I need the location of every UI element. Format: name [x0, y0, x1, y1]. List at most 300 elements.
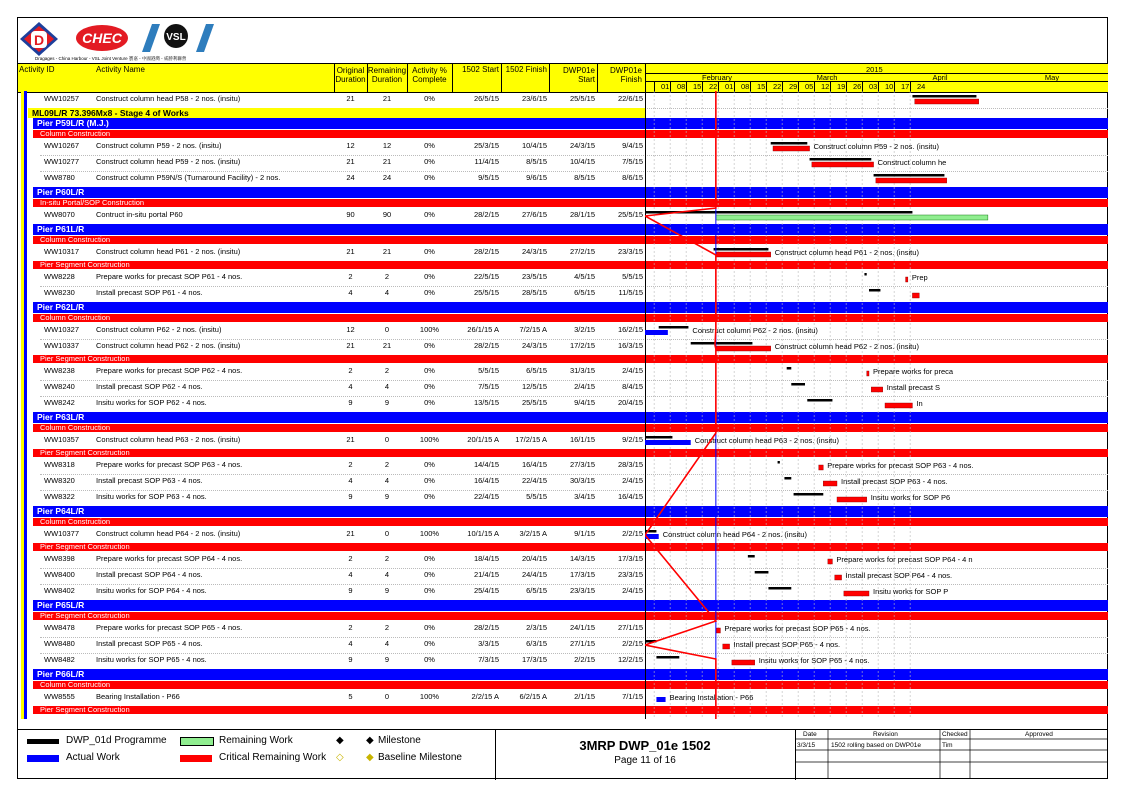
cell-activity-complete: 0% — [424, 492, 435, 501]
dwp-bar — [659, 326, 689, 329]
cell-start-1502: 7/3/15 — [478, 655, 499, 664]
cell-activity-id: WW8242 — [44, 398, 75, 407]
cell-finish-1502: 23/5/15 — [521, 272, 547, 281]
cell-start-1502: 26/5/15 — [473, 94, 499, 103]
cell-remaining-duration: 21 — [382, 341, 392, 350]
dwp-bar — [874, 174, 945, 177]
cell-activity-id: WW10277 — [44, 157, 80, 166]
cell-activity-name: Construct column P59 - 2 nos. (insitu) — [96, 141, 222, 150]
cell-remaining-duration: 4 — [384, 639, 390, 648]
cell-remaining-duration: 0 — [384, 529, 390, 538]
cell-remaining-duration: 2 — [384, 366, 390, 375]
cell-start-1502: 7/5/15 — [478, 382, 499, 391]
dwp-bar — [912, 95, 976, 98]
cell-activity-complete: 0% — [424, 94, 435, 103]
cell-activity-name: Construct column head P61 - 2 nos. (insitu) — [96, 247, 241, 256]
page-number: Page 11 of 16 — [614, 755, 676, 766]
cell-original-duration: 2 — [348, 272, 353, 281]
cell-finish-1502: 24/3/15 — [521, 341, 547, 350]
cell-original-duration: 12 — [346, 325, 355, 334]
cell-activity-id: WW8402 — [44, 586, 75, 595]
cell-start-1502: 9/5/15 — [478, 173, 499, 182]
cell-original-duration: 21 — [346, 94, 355, 103]
cell-dwp-start: 16/1/15 — [569, 435, 595, 444]
dwp-bar — [784, 477, 791, 480]
cell-start-1502: 26/1/15 A — [467, 325, 499, 334]
critical-bar — [837, 497, 867, 502]
cell-dwp-start: 2/4/15 — [574, 382, 595, 391]
cell-dwp-start: 30/3/15 — [569, 476, 595, 485]
bar-label: Prepare works for precast SOP P65 - 4 nos. — [724, 624, 871, 633]
critical-bar — [835, 575, 842, 580]
dwp-bar — [755, 571, 769, 574]
cell-dwp-finish: 23/3/15 — [617, 247, 643, 256]
critical-bar — [844, 591, 869, 596]
bar-label: Install precast SOP P63 - 4 nos. — [841, 477, 948, 486]
month-mar: March — [816, 73, 838, 82]
dwp-bar — [768, 587, 791, 590]
cell-activity-complete: 0% — [424, 476, 435, 485]
cell-original-duration: 12 — [346, 141, 355, 150]
cell-finish-1502: 20/4/15 — [521, 554, 547, 563]
cell-dwp-start: 9/1/15 — [574, 529, 595, 538]
cell-start-1502: 16/4/15 — [473, 476, 499, 485]
cell-dwp-start: 3/2/15 — [574, 325, 595, 334]
critical-bar — [773, 146, 810, 151]
cell-dwp-start: 23/3/15 — [569, 586, 595, 595]
cell-start-1502: 22/4/15 — [473, 492, 499, 501]
critical-bar — [819, 465, 824, 470]
critical-bar — [885, 403, 912, 408]
bar-label: Install precast SOP P64 - 4 nos. — [845, 571, 953, 580]
cell-original-duration: 4 — [348, 570, 353, 579]
cell-start-1502: 25/3/15 — [473, 141, 499, 150]
bar-label: Prep — [911, 273, 928, 282]
col-dwp-start[interactable]: DWP01e Start — [562, 66, 595, 84]
cell-dwp-start: 27/3/15 — [569, 460, 595, 469]
cell-dwp-finish: 2/2/15 — [622, 639, 643, 648]
dwp-bar — [869, 289, 880, 292]
consortium-text: Dragages - China Harbour - VSL Joint Venture 寶嘉 - 中國港灣 - 威勝利聯營 — [35, 56, 187, 61]
col-1502-finish[interactable]: 1502 Finish — [505, 65, 547, 74]
critical-bar — [915, 99, 979, 104]
col-dwp-finish[interactable]: DWP01e Finish — [609, 66, 642, 84]
band-label: Column Construction — [40, 517, 111, 526]
cell-dwp-start: 24/3/15 — [569, 141, 595, 150]
actual-bar — [645, 330, 668, 335]
cell-activity-id: WW8318 — [44, 460, 75, 469]
dwp-bar — [807, 399, 832, 402]
cell-dwp-finish: 5/5/15 — [622, 272, 643, 281]
timescale-day: 15 — [756, 82, 766, 91]
band-label: Pier Segment Construction — [40, 705, 130, 714]
cell-activity-complete: 0% — [424, 382, 435, 391]
cell-activity-name: Install precast SOP P65 - 4 nos. — [96, 639, 203, 648]
col-original-duration[interactable]: Original Duration — [335, 66, 366, 84]
cell-start-1502: 25/4/15 — [473, 586, 499, 595]
cell-finish-1502: 2/3/15 — [526, 623, 547, 632]
cell-activity-name: Construct column P59N/S (Turnaround Facility) - 2 nos. — [96, 173, 281, 182]
cell-activity-id: WW10257 — [44, 94, 80, 103]
milestone-icon: ◆ — [336, 735, 344, 746]
bar-label: Construct column head P63 - 2 nos. (insitu) — [694, 436, 839, 445]
dwp-bar — [691, 342, 753, 345]
rev-header-revision: Revision — [873, 731, 898, 738]
cell-finish-1502: 5/5/15 — [526, 492, 547, 501]
cell-finish-1502: 9/6/15 — [526, 173, 547, 182]
critical-bar — [812, 162, 874, 167]
cell-dwp-finish: 22/6/15 — [617, 94, 643, 103]
cell-start-1502: 28/2/15 — [473, 247, 499, 256]
timescale-day: 10 — [884, 82, 894, 91]
timescale-day: 01 — [660, 82, 670, 91]
cell-activity-complete: 0% — [424, 398, 435, 407]
cell-activity-complete: 100% — [419, 325, 440, 334]
cell-activity-id: WW8555 — [44, 692, 75, 701]
cell-dwp-start: 10/4/15 — [569, 157, 595, 166]
cell-activity-name: Construct column P62 - 2 nos. (insitu) — [96, 325, 222, 334]
bar-label: Construct column head P61 - 2 nos. (insitu) — [774, 248, 919, 257]
cell-finish-1502: 23/6/15 — [521, 94, 547, 103]
band-label: Pier P64L/R — [37, 506, 85, 516]
band-label: Pier Segment Construction — [40, 354, 130, 363]
cell-start-1502: 25/5/15 — [473, 288, 499, 297]
cell-activity-id: WW8780 — [44, 173, 75, 182]
legend-dwp-swatch — [27, 739, 59, 744]
band-label: Pier Segment Construction — [40, 611, 130, 620]
col-1502-start[interactable]: 1502 Start — [462, 65, 499, 74]
cell-start-1502: 10/1/15 A — [467, 529, 499, 538]
timescale-day: 22 — [772, 82, 782, 91]
cell-original-duration: 24 — [346, 173, 355, 182]
cell-start-1502: 28/2/15 — [473, 623, 499, 632]
cell-activity-name: Install precast SOP P64 - 4 nos. — [96, 570, 203, 579]
cell-activity-name: Insitu works for SOP P63 - 4 nos. — [96, 492, 207, 501]
cell-start-1502: 21/4/15 — [473, 570, 499, 579]
cell-dwp-finish: 23/3/15 — [617, 570, 643, 579]
band-label: Column Construction — [40, 680, 111, 689]
cell-finish-1502: 17/2/15 A — [515, 435, 547, 444]
timescale-day: 29 — [788, 82, 798, 91]
cell-original-duration: 2 — [348, 554, 353, 563]
cell-dwp-finish: 2/4/15 — [622, 586, 643, 595]
svg-text:VSL: VSL — [166, 32, 186, 43]
cell-activity-id: WW8238 — [44, 366, 75, 375]
cell-activity-id: WW10357 — [44, 435, 80, 444]
bar-label: Insitu works for SOP P6 — [870, 493, 951, 502]
band-label: Pier Segment Construction — [40, 448, 130, 457]
cell-dwp-start: 14/3/15 — [569, 554, 595, 563]
cell-activity-name: Insitu works for SOP P62 - 4 nos. — [96, 398, 207, 407]
cell-dwp-finish: 9/2/15 — [622, 435, 643, 444]
timescale-day: 19 — [836, 82, 846, 91]
cell-finish-1502: 3/2/15 A — [519, 529, 547, 538]
bar-label: Construct column head P64 - 2 nos. (insitu) — [662, 530, 807, 539]
cell-original-duration: 9 — [348, 492, 353, 501]
cell-finish-1502: 8/5/15 — [526, 157, 547, 166]
band-label: Column Construction — [40, 129, 111, 138]
cell-remaining-duration: 9 — [384, 492, 390, 501]
band-label: Column Construction — [40, 423, 111, 432]
cell-remaining-duration: 0 — [384, 692, 390, 701]
dwp-bar — [771, 142, 808, 145]
cell-activity-name: Prepare works for precast SOP P64 - 4 nos. — [96, 554, 243, 563]
cell-dwp-start: 17/3/15 — [569, 570, 595, 579]
cell-remaining-duration: 24 — [382, 173, 392, 182]
timescale-year: 2015 — [866, 65, 883, 74]
cell-dwp-start: 24/1/15 — [569, 623, 595, 632]
cell-activity-id: WW8070 — [44, 210, 75, 219]
critical-bar — [716, 346, 771, 351]
cell-remaining-duration: 4 — [384, 382, 390, 391]
cell-original-duration: 21 — [346, 341, 355, 350]
cell-remaining-duration: 2 — [384, 623, 390, 632]
cell-remaining-duration: 21 — [382, 94, 392, 103]
cell-activity-complete: 0% — [424, 157, 435, 166]
timescale-day: 05 — [804, 82, 814, 91]
bar-label: Install precast S — [886, 383, 941, 392]
month-feb: February — [701, 73, 732, 82]
dwp-bar — [864, 273, 866, 276]
cell-original-duration: 21 — [346, 247, 355, 256]
cell-remaining-duration: 90 — [382, 210, 392, 219]
cell-activity-id: WW8480 — [44, 639, 75, 648]
band-label: Pier P61L/R — [37, 224, 85, 234]
band-label: Column Construction — [40, 235, 111, 244]
critical-bar — [871, 387, 882, 392]
cell-remaining-duration: 4 — [384, 476, 390, 485]
cell-activity-id: WW10377 — [44, 529, 80, 538]
month-apr: April — [932, 73, 948, 82]
cell-activity-name: Prepare works for precast SOP P61 - 4 nos. — [96, 272, 243, 281]
cell-finish-1502: 25/5/15 — [521, 398, 547, 407]
band-label: Pier P66L/R — [37, 669, 85, 679]
cell-dwp-start: 6/5/15 — [574, 288, 595, 297]
cell-original-duration: 9 — [348, 398, 353, 407]
bar-label: Construct column P62 - 2 nos. (insitu) — [692, 326, 818, 335]
rev-header-approved: Approved — [1025, 731, 1053, 738]
cell-original-duration: 4 — [348, 288, 353, 297]
cell-activity-complete: 100% — [419, 692, 440, 701]
cell-dwp-finish: 2/2/15 — [622, 529, 643, 538]
cell-remaining-duration: 0 — [384, 325, 390, 334]
cell-start-1502: 28/2/15 — [473, 210, 499, 219]
cell-activity-name: Bearing Installation - P66 — [96, 692, 180, 701]
bar-label: Prepare works for precast SOP P64 - 4 n — [836, 555, 973, 564]
actual-bar — [656, 697, 665, 702]
vsl-logo — [142, 24, 214, 52]
cell-finish-1502: 17/3/15 — [521, 655, 547, 664]
cell-finish-1502: 16/4/15 — [521, 460, 547, 469]
cell-dwp-finish: 8/6/15 — [622, 173, 643, 182]
cell-activity-id: WW10327 — [44, 325, 80, 334]
cell-activity-id: WW8228 — [44, 272, 75, 281]
cell-remaining-duration: 21 — [382, 157, 392, 166]
stage-header[interactable] — [28, 108, 645, 118]
cell-dwp-start: 17/2/15 — [569, 341, 595, 350]
cell-original-duration: 9 — [348, 586, 353, 595]
cell-activity-id: WW10337 — [44, 341, 80, 350]
cell-activity-complete: 0% — [424, 639, 435, 648]
cell-activity-complete: 0% — [424, 655, 435, 664]
cell-activity-id: WW8398 — [44, 554, 75, 563]
legend-baseline: Baseline Milestone — [378, 752, 462, 763]
gantt-chart — [645, 91, 1108, 719]
cell-activity-name: Install precast SOP P63 - 4 nos. — [96, 476, 203, 485]
cell-original-duration: 21 — [346, 529, 355, 538]
band-label: Pier P59L/R (M.J.) — [37, 118, 109, 128]
cell-original-duration: 21 — [346, 435, 355, 444]
cell-dwp-start: 25/5/15 — [569, 94, 595, 103]
cell-finish-1502: 27/6/15 — [521, 210, 547, 219]
cell-dwp-start: 27/1/15 — [569, 639, 595, 648]
cell-original-duration: 2 — [348, 623, 353, 632]
cell-remaining-duration: 12 — [382, 141, 392, 150]
dwp-bar — [748, 555, 755, 558]
cell-finish-1502: 6/3/15 — [526, 639, 547, 648]
cell-activity-complete: 0% — [424, 141, 435, 150]
band-label: Pier P60L/R — [37, 187, 85, 197]
critical-bar — [716, 628, 721, 633]
band-label: In-situ Portal/SOP Construction — [40, 198, 145, 207]
cell-dwp-finish: 2/4/15 — [622, 366, 643, 375]
baseline-milestone-icon: ◇ — [336, 752, 344, 763]
col-activity-pct[interactable]: Activity % Complete — [412, 66, 447, 84]
cell-original-duration: 2 — [348, 366, 353, 375]
cell-start-1502: 2/2/15 A — [471, 692, 499, 701]
cell-activity-id: WW8322 — [44, 492, 75, 501]
rev-header-checked: Checked — [942, 731, 968, 738]
cell-start-1502: 28/2/15 — [473, 341, 499, 350]
cell-original-duration: 5 — [348, 692, 353, 701]
cell-finish-1502: 6/2/15 A — [519, 692, 547, 701]
bar-label: Construct column head P62 - 2 nos. (insitu) — [774, 342, 919, 351]
dwp-bar — [778, 461, 780, 464]
rev-header-date: Date — [803, 731, 817, 738]
cell-finish-1502: 22/4/15 — [521, 476, 547, 485]
legend-remaining-swatch — [180, 737, 214, 746]
col-remaining-duration[interactable]: Remaining Duration — [367, 66, 407, 84]
table-header — [18, 63, 1108, 93]
cell-finish-1502: 24/3/15 — [521, 247, 547, 256]
legend-critical: Critical Remaining Work — [219, 752, 327, 763]
cell-activity-complete: 0% — [424, 623, 435, 632]
cell-activity-complete: 0% — [424, 366, 435, 375]
timescale-day: 03 — [868, 82, 878, 91]
cell-dwp-finish: 17/3/15 — [617, 554, 643, 563]
cell-activity-name: Contruct in-situ portal P60 — [96, 210, 183, 219]
band-label: Pier P62L/R — [37, 302, 85, 312]
bar-label: Prepare works for precast SOP P63 - 4 nos. — [827, 461, 974, 470]
dwp-bar — [810, 158, 872, 161]
cell-remaining-duration: 2 — [384, 460, 390, 469]
cell-activity-name: Construct column head P62 - 2 nos. (insitu) — [96, 341, 241, 350]
cell-dwp-start: 27/2/15 — [569, 247, 595, 256]
cell-activity-name: Prepare works for precast SOP P65 - 4 nos. — [96, 623, 243, 632]
cell-dwp-start: 9/4/15 — [574, 398, 595, 407]
cell-finish-1502: 10/4/15 — [521, 141, 547, 150]
timescale-day: 22 — [708, 82, 718, 91]
cell-dwp-finish: 25/5/15 — [617, 210, 643, 219]
cell-activity-complete: 100% — [419, 435, 440, 444]
critical-bar — [906, 277, 908, 282]
cell-activity-id: WW8482 — [44, 655, 75, 664]
cell-start-1502: 11/4/15 — [474, 157, 499, 166]
cell-activity-id: WW8230 — [44, 288, 75, 297]
cell-finish-1502: 24/4/15 — [521, 570, 547, 579]
critical-bar — [823, 481, 837, 486]
cell-finish-1502: 6/5/15 — [526, 586, 547, 595]
timescale-day: 12 — [820, 82, 830, 91]
band-label: Pier Segment Construction — [40, 260, 130, 269]
legend-actual-swatch — [27, 755, 59, 762]
col-activity-name[interactable]: Activity Name — [96, 65, 145, 74]
cell-dwp-finish: 16/4/15 — [617, 492, 643, 501]
legend-actual: Actual Work — [66, 752, 120, 763]
band-label: Pier P65L/R — [37, 600, 85, 610]
cell-activity-complete: 0% — [424, 173, 435, 182]
cell-dwp-start: 2/1/15 — [574, 692, 595, 701]
band-label: ML09L/R 73.396Mx8 - Stage 4 of Works — [32, 108, 189, 118]
timescale-day: 26 — [852, 82, 862, 91]
cell-dwp-start: 2/2/15 — [574, 655, 595, 664]
bar-label: Construct column he — [877, 158, 947, 167]
col-activity-id[interactable]: Activity ID — [19, 65, 55, 74]
legend-milestone: Milestone — [378, 735, 421, 746]
cell-activity-complete: 0% — [424, 210, 435, 219]
cell-activity-id: WW8478 — [44, 623, 75, 632]
revision-table — [795, 729, 1108, 779]
cell-activity-complete: 0% — [424, 288, 435, 297]
legend-remaining: Remaining Work — [219, 735, 293, 746]
cell-dwp-finish: 9/4/15 — [622, 141, 643, 150]
cell-remaining-duration: 4 — [384, 288, 390, 297]
cell-remaining-duration: 9 — [384, 586, 390, 595]
cell-dwp-finish: 7/5/15 — [622, 157, 643, 166]
cell-activity-name: Insitu works for SOP P65 - 4 nos. — [96, 655, 207, 664]
cell-start-1502: 20/1/15 A — [467, 435, 499, 444]
cell-activity-complete: 0% — [424, 586, 435, 595]
cell-remaining-duration: 9 — [384, 398, 390, 407]
timescale-day: 15 — [692, 82, 702, 91]
cell-start-1502: 13/5/15 — [473, 398, 499, 407]
dwp-bar — [787, 367, 792, 370]
bar-label: Insitu works for SOP P — [873, 587, 949, 596]
cell-activity-id: WW8320 — [44, 476, 75, 485]
legend-dwp: DWP_01d Programme — [66, 735, 167, 746]
cell-activity-id: WW10267 — [44, 141, 80, 150]
legend-critical-swatch — [180, 755, 212, 762]
critical-bar — [716, 252, 771, 257]
cell-finish-1502: 7/2/15 A — [519, 325, 547, 334]
cell-original-duration: 90 — [346, 210, 355, 219]
cell-dwp-finish: 12/2/15 — [617, 655, 643, 664]
cell-original-duration: 4 — [348, 476, 353, 485]
cell-activity-name: Construct column head P59 - 2 nos. (insitu) — [96, 157, 241, 166]
dwp-bar — [794, 493, 824, 496]
cell-activity-name: Install precast SOP P62 - 4 nos. — [96, 382, 203, 391]
cell-activity-complete: 0% — [424, 341, 435, 350]
cell-finish-1502: 12/5/15 — [521, 382, 547, 391]
timescale-day: 01 — [724, 82, 734, 91]
milestone-icon: ◆ — [366, 735, 374, 746]
cell-dwp-start: 8/5/15 — [574, 173, 595, 182]
remaining-bar — [716, 215, 988, 220]
cell-dwp-finish: 8/4/15 — [622, 382, 643, 391]
critical-bar — [867, 371, 869, 376]
cell-activity-name: Prepare works for precast SOP P62 - 4 nos. — [96, 366, 243, 375]
rev-checked: Tim — [942, 742, 953, 749]
